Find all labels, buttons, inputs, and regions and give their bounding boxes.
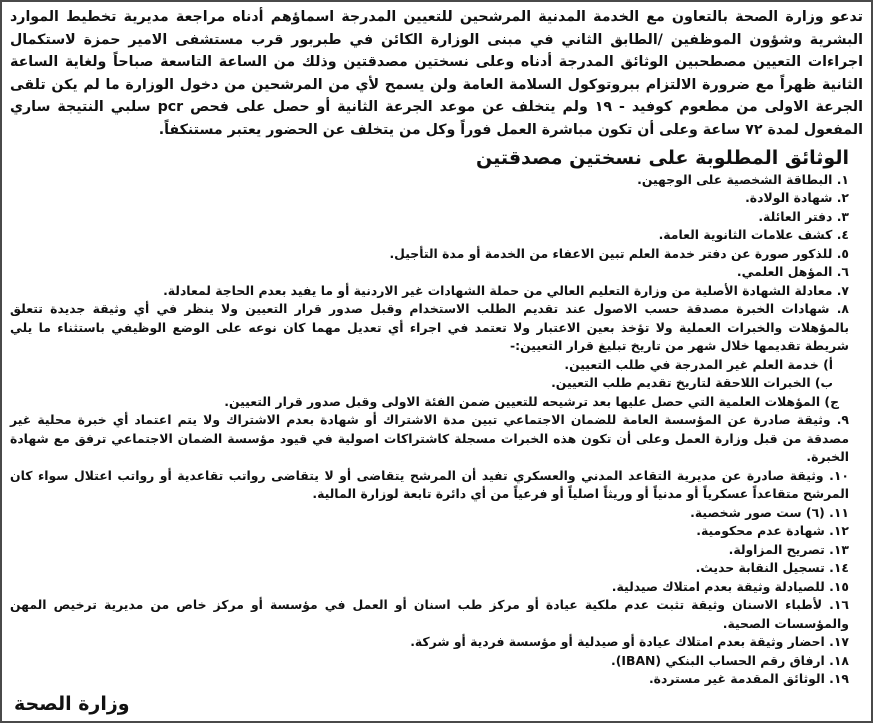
list-item — [10, 541, 849, 560]
list-item — [10, 171, 849, 190]
list-item — [10, 226, 849, 245]
list-item — [10, 652, 849, 671]
item-text: البطاقة الشخصية على الوجهين. — [637, 171, 833, 187]
item-text: الوثائق المقدمة غير مستردة. — [648, 671, 825, 687]
exception-item: أ) خدمة العلم غير المدرجة في طلب التعيين. — [564, 356, 833, 372]
item-text: كشف علامات الثانوية العامة. — [658, 227, 833, 243]
ministry-signature: وزارة الصحة — [14, 693, 130, 715]
item-text: المؤهل العلمي. — [736, 264, 833, 280]
item-text: احضار وثيقة بعدم امتلاك عيادة أو صيدلية أو مؤسسة فردية أو شركة. — [410, 634, 825, 650]
intro-paragraph: تدعو وزارة الصحة بالتعاون مع الخدمة المدنية المرشحين للتعيين المدرجة اسماؤهم أدناه مراجعة مديرية تخطيط الموارد البشرية وشؤون الموظفين /الطابق الثاني في مبنى الوزارة الكائن في طبربور قرب مستشفى الامير حمزة لاستكمال اجراءات التعيين مصطحبين الوثائق المدرجة أدناه وعلى نسختين مصدقتين وذلك من الساعة التاسعة صباحاً ولغاية الساعة الثانية ظهراً مع ضرورة الالتزام ببروتوكول السلامة العامة ولن يسمح لأي من المرشحين من دخول الوزارة ما لم يكن تلقى الجرعة الاولى من مطعوم كوفيد - ١٩ ولم يتخلف عن موعد الجرعة الثانية أو حصل على فحص pcr سلبي النتيجة ساري المفعول لمدة ٧٢ ساعة وعلى أن تكون مباشرة العمل فوراً وكل من يتخلف عن الحضور يعتبر مستنكفاً. — [10, 9, 863, 138]
list-item — [10, 282, 849, 301]
exceptions-list — [10, 356, 849, 412]
item-number: ١٥. — [829, 578, 849, 594]
item-number: ٦. — [836, 264, 849, 280]
item-text: وثيقة صادرة عن المؤسسة العامة للضمان الاجتماعي تبين مدة الاشتراك أو شهادة بعدم الاشتراك ولا يتم اعتماد أي خبرة محلية غير مصدقة من قبل وزارة العمل وعلى أن تكون هذه الخبرات مسجلة كاشتراكات اصولية في قيود مؤسسة الضمان الاجتماعي ترفق مع شهادة الخبرة. — [10, 412, 849, 465]
list-item — [10, 670, 849, 689]
list-item — [10, 633, 849, 652]
item-number: ١٣. — [829, 541, 849, 557]
item-number: ٧. — [836, 282, 849, 298]
list-item — [10, 208, 849, 227]
item-text: ارفاق رقم الحساب البنكي (IBAN). — [611, 652, 825, 668]
item-number: ١٠. — [829, 467, 849, 483]
item-number: ٥. — [836, 245, 849, 261]
item-text: شهادات الخبرة مصدقة حسب الاصول عند تقديم الطلب الاستخدام وقبل صدور قرار التعيين ولا ينظر في أي وثيقة جديدة تتعلق بالمؤهلات والخبرات العملية ولا تؤخذ بعين الاعتبار ولا تعتمد في اجراء أي تعديل مهما كان نوعه على الوضع الوظيفي باستثناء ما يلي شريطة تقديمها خلال شهر من تاريخ تبليغ قرار التعيين:- — [10, 301, 849, 354]
list-item — [10, 578, 849, 597]
item-number: ٩. — [836, 412, 849, 428]
item-number: ٤. — [836, 227, 849, 243]
item-text: تسجيل النقابة حديث. — [695, 560, 825, 576]
item-number: ١١. — [829, 504, 849, 520]
list-item — [10, 559, 849, 578]
item-text: (٦) ست صور شخصية. — [690, 504, 825, 520]
required-documents-heading: الوثائق المطلوبة على نسختين مصدقتين — [475, 146, 849, 169]
item-number: ٣. — [836, 208, 849, 224]
item-number: ١٧. — [829, 634, 849, 650]
list-item — [10, 300, 849, 411]
list-item — [10, 522, 849, 541]
item-number: ٢. — [836, 190, 849, 206]
list-item — [10, 596, 849, 633]
list-item — [10, 245, 849, 264]
item-text: لأطباء الاسنان وثيقة تثبت عدم ملكية عيادة أو مركز طب اسنان أو العمل في مؤسسة أو مركز خاص من مديرية ترخيص المهن والمؤسسات الصحية. — [10, 597, 849, 631]
item-text: شهادة عدم محكومية. — [696, 523, 825, 539]
list-item — [10, 189, 849, 208]
exception-item: ب) الخبرات اللاحقة لتاريخ تقديم طلب التعيين. — [551, 375, 833, 391]
item-text: وثيقة صادرة عن مديرية التقاعد المدني والعسكري تفيد أن المرشح يتقاضى أو لا يتقاضى رواتب تقاعدية أو رواتب اعتلال سواء كان المرشح متقاعداً عسكرياً أو مدنياً أو وريثاً اصلياً أو فرعياً من أي دائرة تابعة لوزارة المالية. — [10, 467, 849, 502]
item-text: شهادة الولادة. — [745, 190, 833, 206]
item-number: ١٤. — [829, 560, 849, 576]
list-item — [10, 411, 849, 467]
item-text: تصريح المزاولة. — [728, 541, 825, 557]
item-number: ١٢. — [829, 523, 849, 539]
item-number: ١٦. — [829, 597, 849, 613]
item-number: ٨. — [836, 301, 849, 317]
required-documents-list — [10, 171, 863, 689]
list-item — [10, 263, 849, 282]
item-number: ١٩. — [829, 671, 849, 687]
item-text: للصيادلة وثيقة بعدم امتلاك صيدلية. — [611, 578, 825, 594]
list-item — [10, 504, 849, 523]
announcement-body — [10, 6, 863, 689]
item-number: ١. — [836, 171, 849, 187]
item-number: ١٨. — [829, 652, 849, 668]
exception-item: ج) المؤهلات العلمية التي حصل عليها بعد ترشيحه للتعيين ضمن الفئة الاولى وقبل صدور قرار التعيين. — [224, 393, 839, 409]
list-item — [10, 467, 849, 504]
item-text: للذكور صورة عن دفتر خدمة العلم تبين الاعفاء من الخدمة أو مدة التأجيل. — [389, 245, 833, 261]
item-text: معادلة الشهادة الأصلية من وزارة التعليم العالي من حملة الشهادات غير الاردنية أو ما يفيد بعدم الحاجة لمعادلة. — [163, 282, 833, 298]
item-text: دفتر العائلة. — [758, 208, 833, 224]
